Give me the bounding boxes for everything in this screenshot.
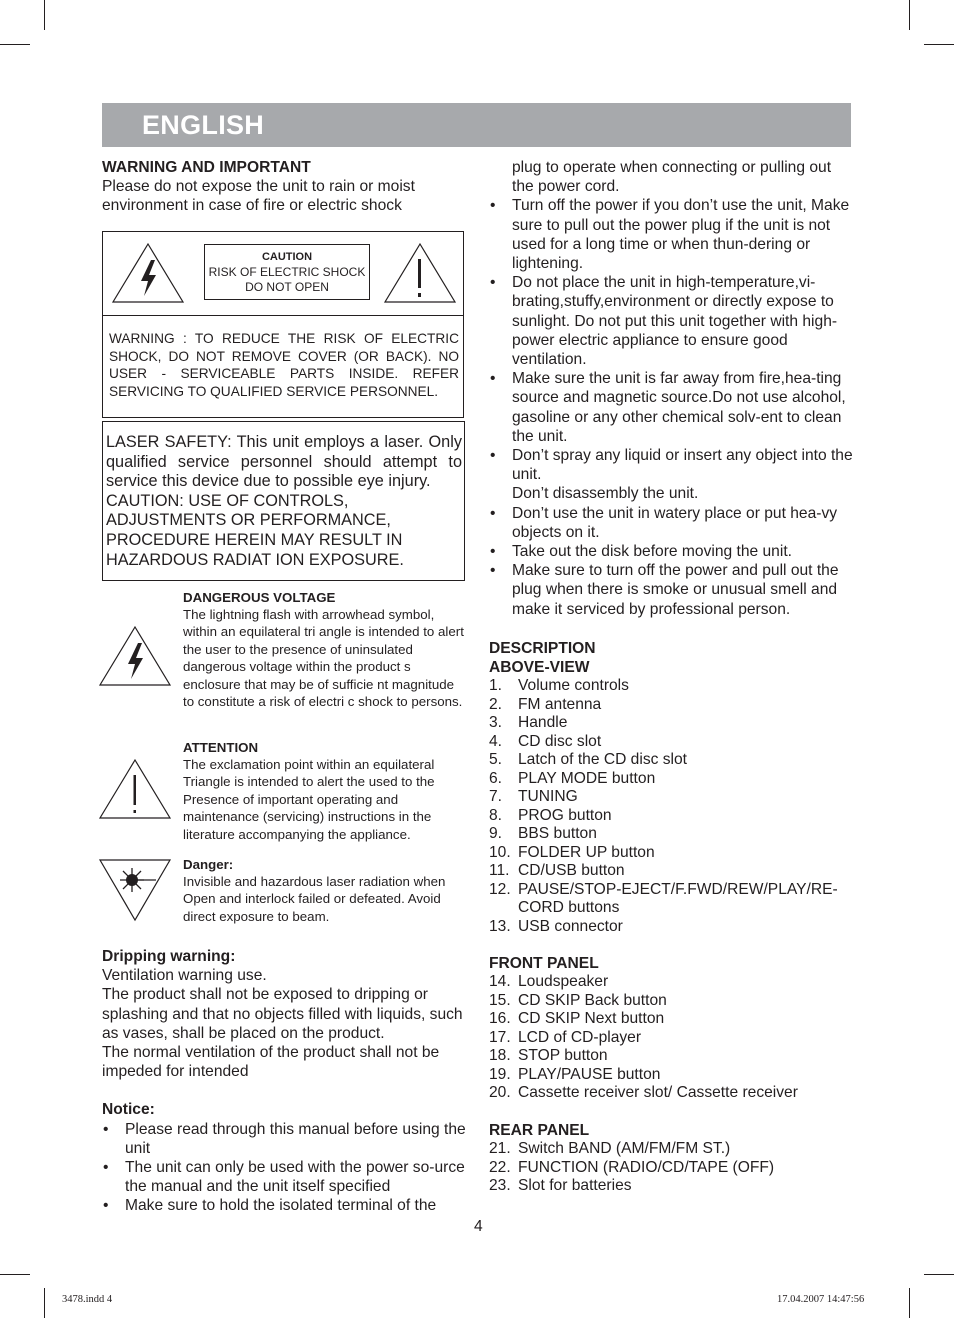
list-item	[489, 844, 854, 863]
symbol-text: Invisible and hazardous laser radiation when Open and interlock failed or defeated. Avoid direct exposure to beam.	[183, 874, 446, 924]
list-item	[489, 918, 854, 937]
list-item	[489, 1084, 854, 1103]
item-number: 13.	[489, 917, 511, 935]
item-text: PLAY MODE button	[518, 769, 656, 787]
crop-mark	[44, 1288, 45, 1318]
left-column	[102, 158, 467, 216]
safety-bullet-list	[489, 196, 854, 618]
item-text: USB connector	[518, 917, 623, 935]
item-text: CD SKIP Back button	[518, 991, 667, 1009]
section-title: FRONT PANEL	[489, 955, 599, 973]
item-text: CD disc slot	[518, 732, 602, 750]
item-text: FM antenna	[518, 695, 602, 713]
symbol-explanation	[183, 856, 466, 925]
item-text: CD SKIP Next button	[518, 1010, 665, 1028]
symbol-text: The lightning flash with arrowhead symbol, within an equilateral tri angle is intended to alert the user to the presence of uninsulated dangerous voltage within the product s enclosure that may be of sufficie nt magnitude to constitute a risk of electri c shock to persons.	[183, 607, 464, 710]
item-number: 6.	[489, 769, 503, 787]
section-title: REAR PANEL	[489, 1121, 590, 1139]
notice-title: Notice:	[102, 1101, 155, 1119]
item-number: 11.	[489, 862, 510, 880]
symbol-title: ATTENTION	[183, 740, 259, 755]
item-text: Cassette receiver slot/ Cassette receiver	[518, 1084, 798, 1102]
crop-mark	[909, 1288, 910, 1318]
laser-radiation-triangle-icon	[98, 858, 172, 922]
list-item	[489, 807, 854, 826]
laser-caution-statement: CAUTION: USE OF CONTROLS, ADJUSTMENTS OR PERFORMANCE, PROCEDURE HEREIN MAY RESULT IN HAZARDOUS RADIAT ION EXPOSURE.	[106, 491, 404, 569]
item-number: 17.	[489, 1028, 511, 1046]
item-text: Switch BAND (AM/FM/FM ST.)	[518, 1140, 731, 1158]
symbol-text: The exclamation point within an equilateral Triangle is intended to alert the used to the Presence of important operating and maintenance (servicing) instructions in the literature accompanying the appliance.	[183, 757, 435, 842]
language-header-bar	[102, 103, 851, 147]
list-item	[489, 1029, 854, 1048]
symbol-title: DANGEROUS VOLTAGE	[183, 590, 336, 605]
item-text: PAUSE/STOP-EJECT/F.FWD/REW/PLAY/RE-CORD buttons	[518, 880, 838, 917]
description-title: DESCRIPTION	[489, 639, 596, 657]
crop-mark	[924, 44, 954, 45]
laser-safety-text	[106, 433, 462, 570]
list-item	[489, 1177, 854, 1196]
list-item: • Make sure to turn off the power and pull out the plug when there is smoke or unusual smell and make it serviced by professional person.	[489, 561, 854, 619]
item-number: 9.	[489, 825, 503, 843]
caution-label-line: RISK OF ELECTRIC SHOCK	[208, 265, 366, 279]
right-column	[489, 158, 854, 1196]
caution-label-line: DO NOT OPEN	[245, 280, 329, 294]
dripping-line: The normal ventilation of the product shall not be impeded for intended	[102, 1044, 440, 1081]
list-item: • Take out the disk before moving the unit.	[489, 542, 854, 561]
crop-mark	[0, 1274, 30, 1275]
item-number: 18.	[489, 1047, 511, 1065]
list-item	[489, 862, 854, 881]
list-item: • The unit can only be used with the power so-urce the manual and the unit itself specified	[102, 1158, 467, 1196]
lightning-triangle-icon	[111, 242, 185, 304]
lightning-triangle-icon	[98, 625, 172, 687]
item-text: CD/USB button	[518, 862, 625, 880]
list-item	[489, 992, 854, 1011]
laser-safety-box	[102, 421, 465, 581]
list-item: • Don’t spray any liquid or insert any object into the unit. Don’t disassembly the unit.	[489, 446, 854, 504]
item-number: 23.	[489, 1177, 511, 1195]
item-number: 3.	[489, 714, 503, 732]
item-text: Handle	[518, 714, 568, 732]
item-text: Latch of the CD disc slot	[518, 751, 688, 769]
item-text: FUNCTION (RADIO/CD/TAPE (OFF)	[518, 1158, 775, 1176]
caution-box	[102, 231, 464, 418]
symbol-title: Danger:	[183, 857, 234, 872]
item-text: PROG button	[518, 806, 612, 824]
item-text: TUNING	[518, 788, 578, 806]
item-number: 8.	[489, 806, 503, 824]
list-item	[489, 1047, 854, 1066]
item-number: 4.	[489, 732, 503, 750]
list-item: • Please read through this manual before using the unit	[102, 1120, 467, 1158]
list-item: • Turn off the power if you don’t use the unit, Make sure to pull out the power plug if the unit is not used for a long time or when thun-dering or lightening.	[489, 196, 854, 273]
item-number: 12.	[489, 880, 511, 898]
item-number: 7.	[489, 788, 503, 806]
notice-list	[102, 1120, 467, 1216]
symbol-explanation	[183, 589, 466, 710]
list-item	[489, 733, 854, 752]
list-item: • Make sure to hold the isolated terminal of the	[102, 1196, 467, 1215]
caution-label	[204, 244, 370, 300]
item-text: FOLDER UP button	[518, 843, 655, 861]
crop-mark	[44, 0, 45, 30]
item-text: Loudspeaker	[518, 973, 609, 991]
symbol-explanation	[183, 739, 466, 843]
item-number: 21.	[489, 1140, 511, 1158]
list-item	[489, 1010, 854, 1029]
item-number: 10.	[489, 843, 511, 861]
above-view-list	[489, 677, 854, 936]
dripping-section	[102, 947, 467, 1216]
item-text: Slot for batteries	[518, 1177, 632, 1195]
item-number: 15.	[489, 991, 511, 1009]
crop-mark	[909, 0, 910, 30]
list-item	[489, 751, 854, 770]
continued-text: plug to operate when connecting or pulling out the power cord.	[512, 159, 832, 196]
footer-timestamp: 17.04.2007 14:47:56	[777, 1294, 865, 1305]
list-item	[489, 714, 854, 733]
item-number: 20.	[489, 1084, 511, 1102]
footer-file: 3478.indd 4	[62, 1294, 113, 1305]
item-text: LCD of CD-player	[518, 1028, 642, 1046]
item-number: 22.	[489, 1158, 511, 1176]
item-text: PLAY/PAUSE button	[518, 1065, 661, 1083]
item-text: STOP button	[518, 1047, 608, 1065]
item-number: 2.	[489, 695, 503, 713]
list-item	[489, 696, 854, 715]
list-item	[489, 1066, 854, 1085]
list-item: • Do not place the unit in high-temperature,vi-brating,stuffy,environment or directly expose to sunlight. Do not put this unit together with high-power electric appliance to ensure good ventilation.	[489, 273, 854, 369]
list-item	[489, 825, 854, 844]
list-item	[489, 881, 854, 918]
item-number: 1.	[489, 677, 503, 695]
item-text: BBS button	[518, 825, 597, 843]
list-item	[489, 770, 854, 789]
caution-label-title: CAUTION	[261, 251, 313, 263]
list-item	[489, 788, 854, 807]
list-item	[489, 677, 854, 696]
list-item	[489, 973, 854, 992]
item-number: 14.	[489, 973, 511, 991]
list-item: • Don’t use the unit in watery place or put hea-vy objects on it.	[489, 504, 854, 542]
laser-safety-statement: LASER SAFETY: This unit employs a laser. Only qualified service personnel should attempt to service this device due to possible eye injury.	[106, 433, 462, 491]
page-number: 4	[474, 1218, 483, 1235]
list-item: • Make sure the unit is far away from fire,hea-ting source and magnetic source.Do not use alcohol, gasoline or any other chemical solv-ent to clean the unit.	[489, 369, 854, 446]
crop-mark	[924, 1274, 954, 1275]
exclamation-triangle-icon	[98, 758, 172, 820]
warning-text: Please do not expose the unit to rain or moist environment in case of fire or electric shock	[102, 178, 415, 215]
item-number: 5.	[489, 751, 503, 769]
dripping-title: Dripping warning:	[102, 948, 236, 965]
crop-mark	[0, 44, 30, 45]
section-title: ABOVE-VIEW	[489, 659, 590, 677]
item-text: Volume controls	[518, 677, 629, 695]
warning-title: WARNING AND IMPORTANT	[102, 159, 311, 176]
item-number: 16.	[489, 1010, 511, 1028]
caution-warning-text: WARNING : TO REDUCE THE RISK OF ELECTRIC SHOCK, DO NOT REMOVE COVER (OR BACK). NO USER - SERVICEABLE PARTS INSIDE. REFER SERVICING TO QUALIFIED SERVICE PERSONNEL.	[109, 331, 459, 399]
front-panel-list	[489, 973, 854, 1103]
list-item	[489, 1140, 854, 1159]
page-title: ENGLISH	[142, 110, 265, 140]
dripping-line: Ventilation warning use.	[102, 967, 267, 985]
divider	[103, 315, 463, 316]
dripping-line: The product shall not be exposed to dripping or splashing and that no objects filled with liquids, such as vases, shall be placed on the product.	[102, 986, 463, 1042]
item-number: 19.	[489, 1065, 511, 1083]
rear-panel-list	[489, 1140, 854, 1196]
list-item	[489, 1159, 854, 1178]
exclamation-triangle-icon	[383, 242, 457, 304]
